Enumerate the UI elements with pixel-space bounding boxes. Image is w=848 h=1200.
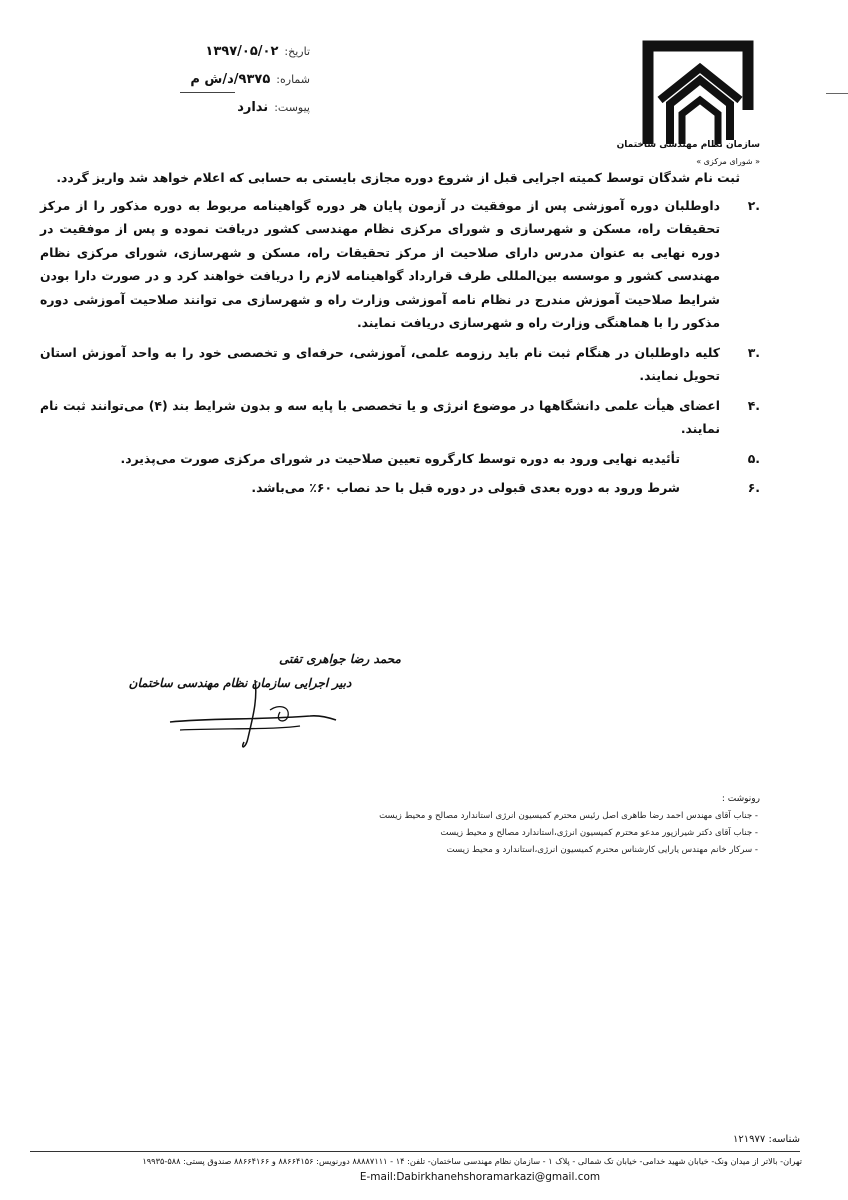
signatory-name: محمد رضا جواهری تفتی [279, 652, 401, 666]
cc-title: رونوشت : [721, 794, 760, 804]
date-row [70, 44, 310, 64]
letter-body [40, 166, 760, 506]
attachment-row [70, 100, 310, 120]
item-number: .۲ [747, 197, 760, 213]
footer-email: E-mail:Dabirkhanehshoramarkazi@gmail.com [359, 1171, 601, 1183]
meta-divider [180, 92, 235, 93]
document-id: شناسه: ۱۲۱۹۷۷ [733, 1134, 800, 1145]
date-label: تاریخ: [284, 45, 310, 58]
number-row [70, 72, 310, 92]
list-item [40, 341, 760, 388]
item-text: داوطلبان دوره آموزشی پس از موفقیت در آزمون پایان هر دوره گواهینامه مربوط به دوره مذکور را از مرکز تحقیقات راه، مسکن و شهرسازی و شورای مرکزی نظام مهندسی کشور دریافت نموده و پس از موفقیت در دوره نهایی به عنوان مدرس دارای صلاحیت از مرکز تحقیقات راه، مسکن و شهرسازی، شورای مرکزی نظام مهندسی کشور و موسسه بین‌المللی طرف قرارداد گواهینامه لازم را دریافت خواهند کرد و در صورت دارا بودن شرایط صلاحیت آموزش مندرج در نظام نامه آموزشی وزارت راه و شهرسازی می توانند صلاحیت آموزشی دوره مذکور را با هماهنگی وزارت راه و شهرسازی دریافت نمایند. [40, 197, 720, 330]
footer-address: تهران- بالاتر از میدان ونک- خیابان شهید خدامی- خیابان تک شمالی - پلاک ۱ - سازمان نظام مهندسی ساختمان- تلفن: ۱۴ - ۸۸۸۸۷۱۱۱ دورنویس: ۸۸۶۶۴۱۵۶ و ۸۸۶۶۴۱۶۶ صندوق پستی: ۵۸۸-۱۹۹۳۵ [142, 1156, 802, 1166]
item-number: .۴ [747, 397, 760, 413]
number-label: شماره: [276, 73, 310, 86]
list-item [40, 394, 760, 441]
attachment-value: ندارد [237, 100, 269, 115]
item-text: شرط ورود به دوره بعدی قبولی در دوره قبل با حد نصاب ۶۰٪ می‌باشد. [251, 480, 680, 495]
intro-paragraph: ثبت نام شدگان توسط کمیته اجرایی قبل از شروع دوره مجازی بایستی به حسابی که اعلام خواهد شد واریز گردد. [56, 170, 740, 185]
org-logo [640, 40, 756, 148]
item-number: .۳ [747, 344, 760, 360]
cc-line: - سرکار خانم مهندس یارایی کارشناس محترم کمیسیون انرژی،استاندارد و محیط زیست [446, 845, 758, 855]
org-name: سازمان نظام مهندسی ساختمان [616, 140, 760, 150]
item-text: تأئیدیه نهایی ورود به دوره توسط کارگروه تعیین صلاحیت در شورای مرکزی صورت می‌پذیرد. [120, 450, 680, 466]
list-item [40, 447, 760, 471]
org-logo-icon [640, 40, 756, 148]
item-text: اعضای هیأت علمی دانشگاهها در موضوع انرژی و یا تخصصی با پایه سه و بدون شرایط بند (۴) می‌توانند ثبت نام نمایند. [40, 397, 720, 436]
item-text: کلیه داوطلبان در هنگام ثبت نام باید رزومه علمی، آموزشی، حرفه‌ای و تخصصی خود را به واحد آموزش استان تحویل نمایند. [40, 344, 720, 383]
signatory-title: دبیر اجرایی سازمان نظام مهندسی ساختمان [128, 676, 352, 690]
list-item [40, 194, 760, 335]
cc-line: - جناب آقای مهندس احمد رضا طاهری اصل رئیس محترم کمیسیون انرژی استاندارد مصالح و محیط زیست [379, 811, 758, 821]
org-subtitle: « شورای مرکزی » [696, 157, 760, 166]
cc-line: - جناب آقای دکتر شیرازپور مدعو محترم کمیسیون انرژی،استاندارد مصالح و محیط زیست [440, 828, 758, 838]
list-item [40, 476, 760, 500]
date-value: ۱۳۹۷/۰۵/۰۲ [205, 44, 279, 59]
handwritten-signature [160, 660, 340, 755]
margin-mark [826, 93, 848, 94]
item-number: .۵ [747, 450, 760, 466]
footer-divider [30, 1151, 800, 1152]
attachment-label: پیوست: [274, 101, 310, 114]
item-number: .۶ [747, 480, 760, 495]
number-value: ۹۳۷۵/د/ش م [190, 72, 271, 87]
